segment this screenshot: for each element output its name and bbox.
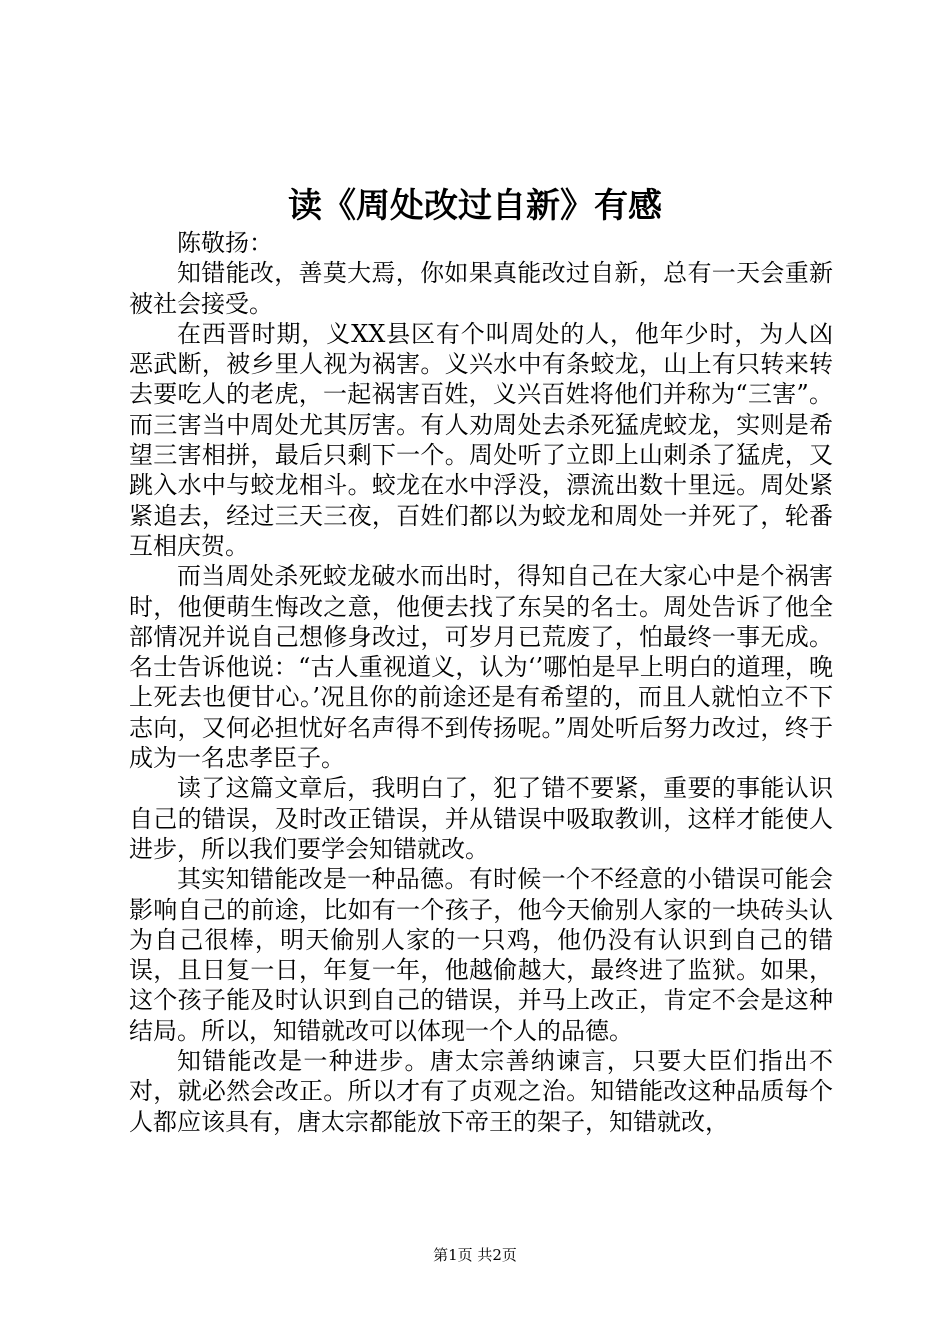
paragraph: 读了这篇文章后，我明白了，犯了错不要紧，重要的事能认识自己的错误，及时改正错误，并从错误中吸取教训，这样才能使人进步，所以我们要学会知错就改。 — [129, 774, 833, 863]
document-title: 读《周处改过自新》有感 — [288, 186, 662, 226]
page-footer: 第1页 共2页 — [433, 1246, 517, 1264]
paragraph: 在西晋时期，义XX县区有个叫周处的人，他年少时，为人凶恶武断，被乡里人视为祸害。义兴水中有条蛟龙，山上有只转来转去要吃人的老虎，一起祸害百姓，义兴百姓将他们并称为“三害”。而三害当中周处尤其厉害。有人劝周处去杀死猛虎蛟龙，实则是希望三害相拼，最后只剩下一个。周处听了立即上山刺杀了猛虎，又跳入水中与蛟龙相斗。蛟龙在水中浮没，漂流出数十里远。周处紧紧追去，经过三天三夜，百姓们都以为蛟龙和周处一并死了，轮番互相庆贺。 — [129, 319, 833, 560]
paragraph: 而当周处杀死蛟龙破水而出时，得知自己在大家心中是个祸害时，他便萌生悔改之意，他便去找了东吴的名士。周处告诉了他全部情况并说自己想修身改过，可岁月已荒废了，怕最终一事无成。名士告诉他说：“古人重视道义，认为‘’哪怕是早上明白的道理，晚上死去也便甘心。’况且你的前途还是有希望的，而且人就怕立不下志向，又何必担忧好名声得不到传扬呢。”周处听后努力改过，终于成为一名忠孝臣子。 — [129, 562, 833, 773]
paragraph-author: 陈敬扬： — [177, 229, 273, 257]
document-body — [129, 228, 833, 1137]
paragraph: 其实知错能改是一种品德。有时候一个不经意的小错误可能会影响自己的前途，比如有一个孩子，他今天偷别人家的一块砖头认为自己很棒，明天偷别人家的一只鸡，他仍没有认识到自己的错误，且日复一日，年复一年，他越偷越大，最终进了监狱。如果，这个孩子能及时认识到自己的错误，并马上改正，肯定不会是这种结局。所以，知错就改可以体现一个人的品德。 — [129, 865, 833, 1045]
paragraph: 知错能改，善莫大焉，你如果真能改过自新，总有一天会重新被社会接受。 — [129, 259, 833, 318]
paragraph: 知错能改是一种进步。唐太宗善纳谏言，只要大臣们指出不对，就必然会改正。所以才有了贞观之治。知错能改这种品质每个人都应该具有，唐太宗都能放下帝王的架子，知错就改， — [129, 1047, 833, 1136]
